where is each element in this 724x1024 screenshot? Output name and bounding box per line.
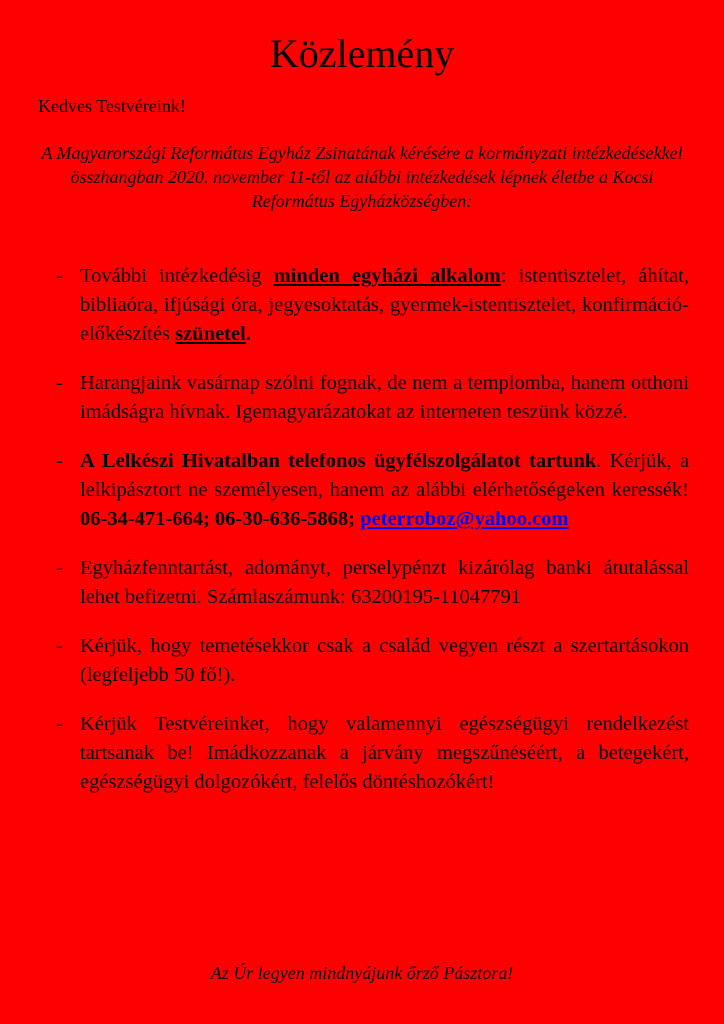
item-emphasis: szünetel [175, 323, 246, 345]
item-text: . Kérjük, a lelkipásztort ne személyesen, hanem az alábbi elérhetőségeken keressék! [80, 450, 689, 501]
list-item [56, 632, 689, 690]
item-text: Egyházfenntartást, adományt, perselypénzt kizárólag banki átutalással lehet befizetni. Számlaszámunk: 63200195-11047791 [80, 557, 689, 608]
item-text: istentisztelet, áhítat, bibliaóra, ifjúsági óra, jegyesoktatás, gyermek-istentisztelet, konfirmáció-előkészítés [80, 265, 689, 345]
email-link[interactable]: peterroboz@yahoo.com [360, 508, 569, 530]
list-item [56, 369, 689, 427]
greeting-text: Kedves Testvéreink! [38, 96, 186, 116]
list-dash: - [56, 372, 63, 394]
phone-numbers: 06-34-471-664; 06-30-636-5868; [80, 508, 355, 530]
list-dash: - [56, 635, 63, 657]
list-item [56, 447, 689, 534]
list-dash: - [56, 450, 63, 472]
item-emphasis: minden egyházi alkalom [273, 265, 501, 287]
list-item [56, 554, 689, 612]
list-dash: - [56, 557, 63, 579]
item-text: További intézkedésig [80, 265, 274, 287]
item-text: Kérjük, hogy temetésekkor csak a család vegyen részt a szertartásokon (legfeljebb 50 fő!). [80, 635, 689, 686]
list-dash: - [56, 265, 63, 287]
item-emphasis: A Lelkészi Hivatalban telefonos ügyfélszolgálatot tartunk [80, 450, 597, 472]
measures-list [56, 262, 689, 797]
notice-title: Közlemény [269, 31, 455, 76]
item-text: Kérjük Testvéreinket, hogy valamennyi egészségügyi rendelkezést tartsanak be! Imádkozzanak a járvány megszűnéséért, a betegekért, egészségügyi dolgozókért, felelős döntéshozókért! [80, 713, 689, 793]
closing-blessing: Az Úr legyen mindnyájunk őrző Pásztora! [210, 963, 514, 983]
list-item [56, 710, 689, 797]
item-text: . [245, 323, 251, 345]
intro-paragraph: A Magyarországi Református Egyház Zsinatának kérésére a kormányzati intézkedésekkel összhangban 2020. november 11-től az alábbi intézkedések lépnek életbe a Kocsi Református Egyházközségben: [41, 143, 683, 211]
list-dash: - [56, 713, 63, 735]
list-item [56, 262, 689, 349]
item-text: Harangjaink vasárnap szólni fognak, de nem a templomba, hanem otthoni imádságra hívnak. Igemagyarázatokat az interneten teszünk közzé. [80, 372, 689, 423]
item-text: : [500, 265, 519, 287]
